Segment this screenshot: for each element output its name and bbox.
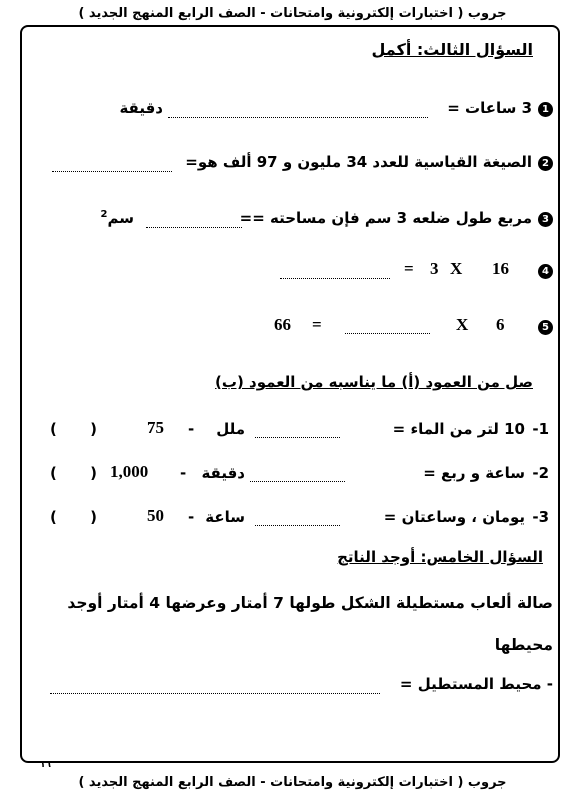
match-row-3-value: 50 [147, 506, 164, 525]
match-row-2-parentheses[interactable]: ( ) [50, 464, 97, 482]
match-row-3-number: 3- [532, 508, 549, 526]
question-3-text: مربع طول ضلعه 3 سم فإن مساحته == [239, 209, 532, 227]
page-number: ١٦ [40, 760, 51, 770]
match-row-3-answer-line[interactable] [255, 524, 340, 526]
question-4-operator: X [450, 259, 463, 278]
question-4-bullet: 4 [538, 264, 553, 279]
match-row-2-answer-line[interactable] [250, 480, 345, 482]
question-5-result: 66 [274, 315, 291, 334]
match-row-3-text: يومان ، وساعتان = [383, 508, 525, 526]
question-2-bullet: 2 [538, 156, 553, 171]
question-1-text: 3 ساعات = [447, 99, 532, 117]
match-row-1-answer-line[interactable] [255, 436, 340, 438]
question-4-answer-line[interactable] [280, 277, 390, 279]
match-row-2-dash: - [180, 464, 187, 482]
section5-title: السؤال الخامس: أوجد الناتج [337, 548, 543, 566]
section3-title: السؤال الثالث: أكمل [371, 40, 533, 59]
section4-title: صل من العمود (أ) ما يناسبه من العمود (ب) [215, 373, 533, 391]
question-5-operator: X [456, 315, 469, 334]
section5-answer-label: - محيط المستطيل = [399, 675, 553, 693]
match-row-1-value: 75 [147, 418, 164, 437]
match-row-2-value: 1,000 [110, 462, 149, 481]
page-frame [20, 25, 560, 763]
question-5-bullet: 5 [538, 320, 553, 335]
section5-problem-line-2: محيطها [494, 636, 553, 654]
match-row-1-number: 1- [532, 420, 549, 438]
question-3-bullet: 3 [538, 212, 553, 227]
question-2-answer-line[interactable] [52, 170, 172, 172]
question-5-answer-line[interactable] [345, 332, 430, 334]
match-row-1-parentheses[interactable]: ( ) [50, 420, 97, 438]
match-row-3-dash: - [188, 508, 195, 526]
match-row-2-number: 2- [532, 464, 549, 482]
question-4-factor-b: 3 [430, 259, 439, 278]
question-4-equals: = [404, 259, 414, 278]
match-row-2-unit: دقيقة [201, 464, 245, 482]
question-1-answer-line[interactable] [168, 116, 428, 118]
page-header: جروب ( اختبارات إلكترونية وامتحانات - الصف الرابع المنهج الجديد ) [78, 6, 507, 21]
match-row-3-parentheses[interactable]: ( ) [50, 508, 97, 526]
match-row-2-text: ساعة و ربع = [423, 464, 525, 482]
question-3-unit: سم$^2$ [100, 209, 134, 227]
question-3-answer-line[interactable] [146, 226, 242, 228]
page-footer: جروب ( اختبارات إلكترونية وامتحانات - الصف الرابع المنهج الجديد ) [78, 775, 507, 790]
section5-problem-line-1: صالة ألعاب مستطيلة الشكل طولها 7 أمتار وعرضها 4 أمتار أوجد [67, 594, 553, 612]
match-row-1-text: 10 لتر من الماء = [392, 420, 525, 438]
question-5-equals: = [312, 315, 322, 334]
question-2-text: الصيغة القياسية للعدد 34 مليون و 97 ألف هو= [185, 153, 532, 171]
question-1-unit: دقيقة [119, 99, 163, 117]
match-row-1-unit: ملل [216, 420, 245, 438]
match-row-1-dash: - [188, 420, 195, 438]
match-row-3-unit: ساعة [205, 508, 245, 526]
question-1-bullet: 1 [538, 102, 553, 117]
question-4-factor-a: 16 [492, 259, 509, 278]
section5-answer-line[interactable] [50, 692, 380, 694]
question-5-factor-a: 6 [496, 315, 505, 334]
